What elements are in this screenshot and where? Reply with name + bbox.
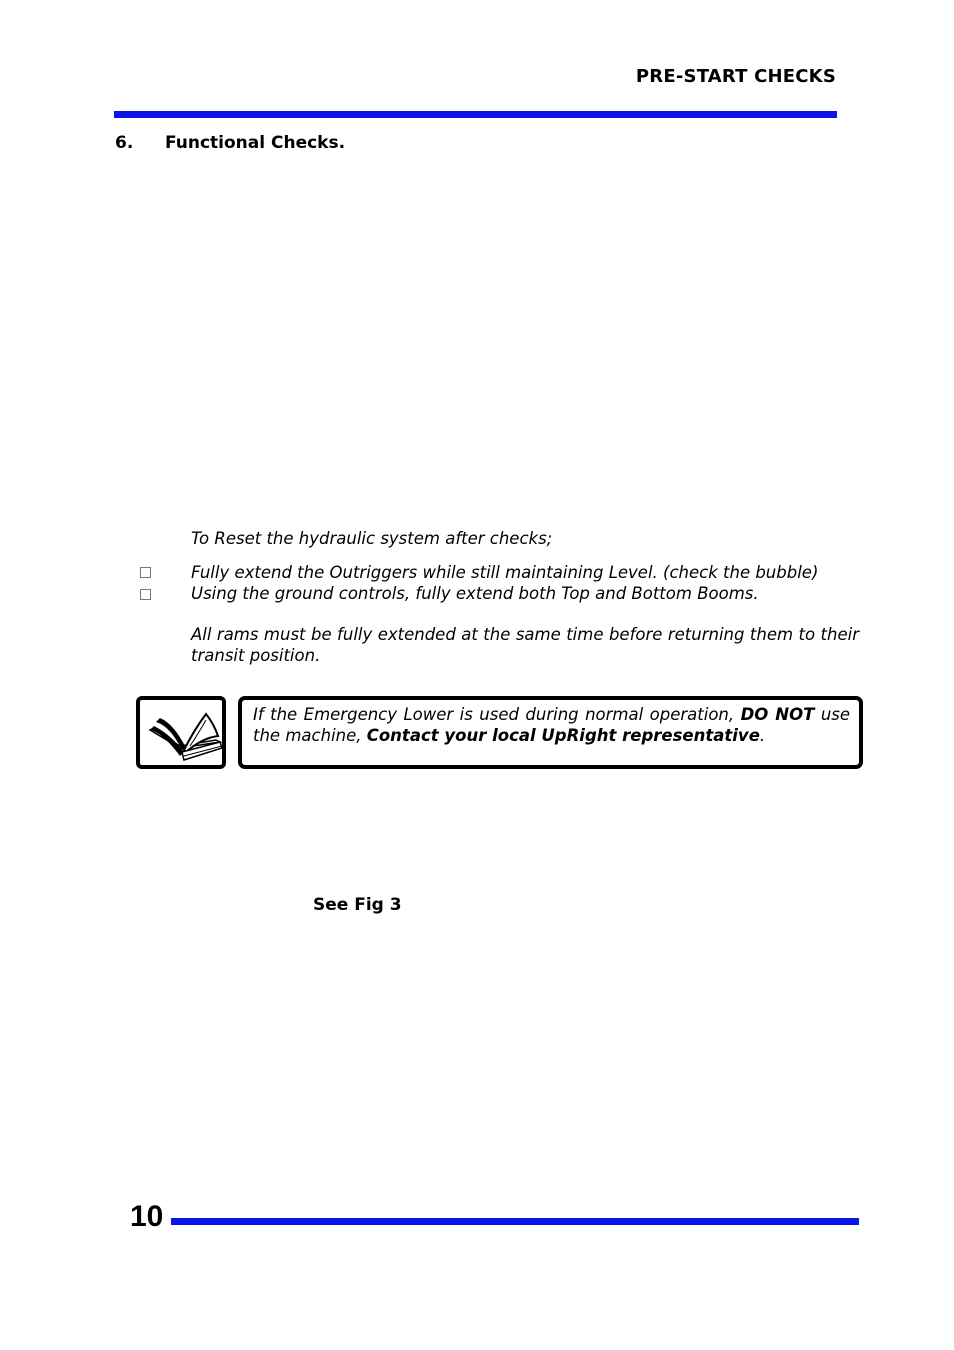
open-book-icon: [144, 704, 222, 766]
footer-rule: [171, 1218, 859, 1225]
figure-reference: See Fig 3: [313, 895, 402, 915]
reset-note: All rams must be fully extended at the same time before returning them to their transit position.: [191, 625, 859, 665]
bullet-box-icon: [140, 589, 151, 600]
header-rule: [114, 111, 837, 118]
section-number: 6.: [115, 133, 134, 153]
reset-item: Using the ground controls, fully extend both Top and Bottom Booms.: [191, 584, 759, 603]
reset-item: Fully extend the Outriggers while still maintaining Level. (check the bubble): [191, 563, 819, 582]
section-title: Functional Checks.: [165, 133, 346, 153]
warning-text: If the Emergency Lower is used during normal operation, DO NOT use the machine, Contact your local UpRight representative.: [253, 705, 851, 745]
warning-box: [238, 696, 863, 769]
page-number: 10: [130, 1200, 164, 1233]
manual-icon-box: [136, 696, 226, 769]
bullet-box-icon: [140, 567, 151, 578]
header-section-title: PRE-START CHECKS: [635, 66, 836, 87]
reset-intro: To Reset the hydraulic system after checks;: [191, 529, 553, 548]
